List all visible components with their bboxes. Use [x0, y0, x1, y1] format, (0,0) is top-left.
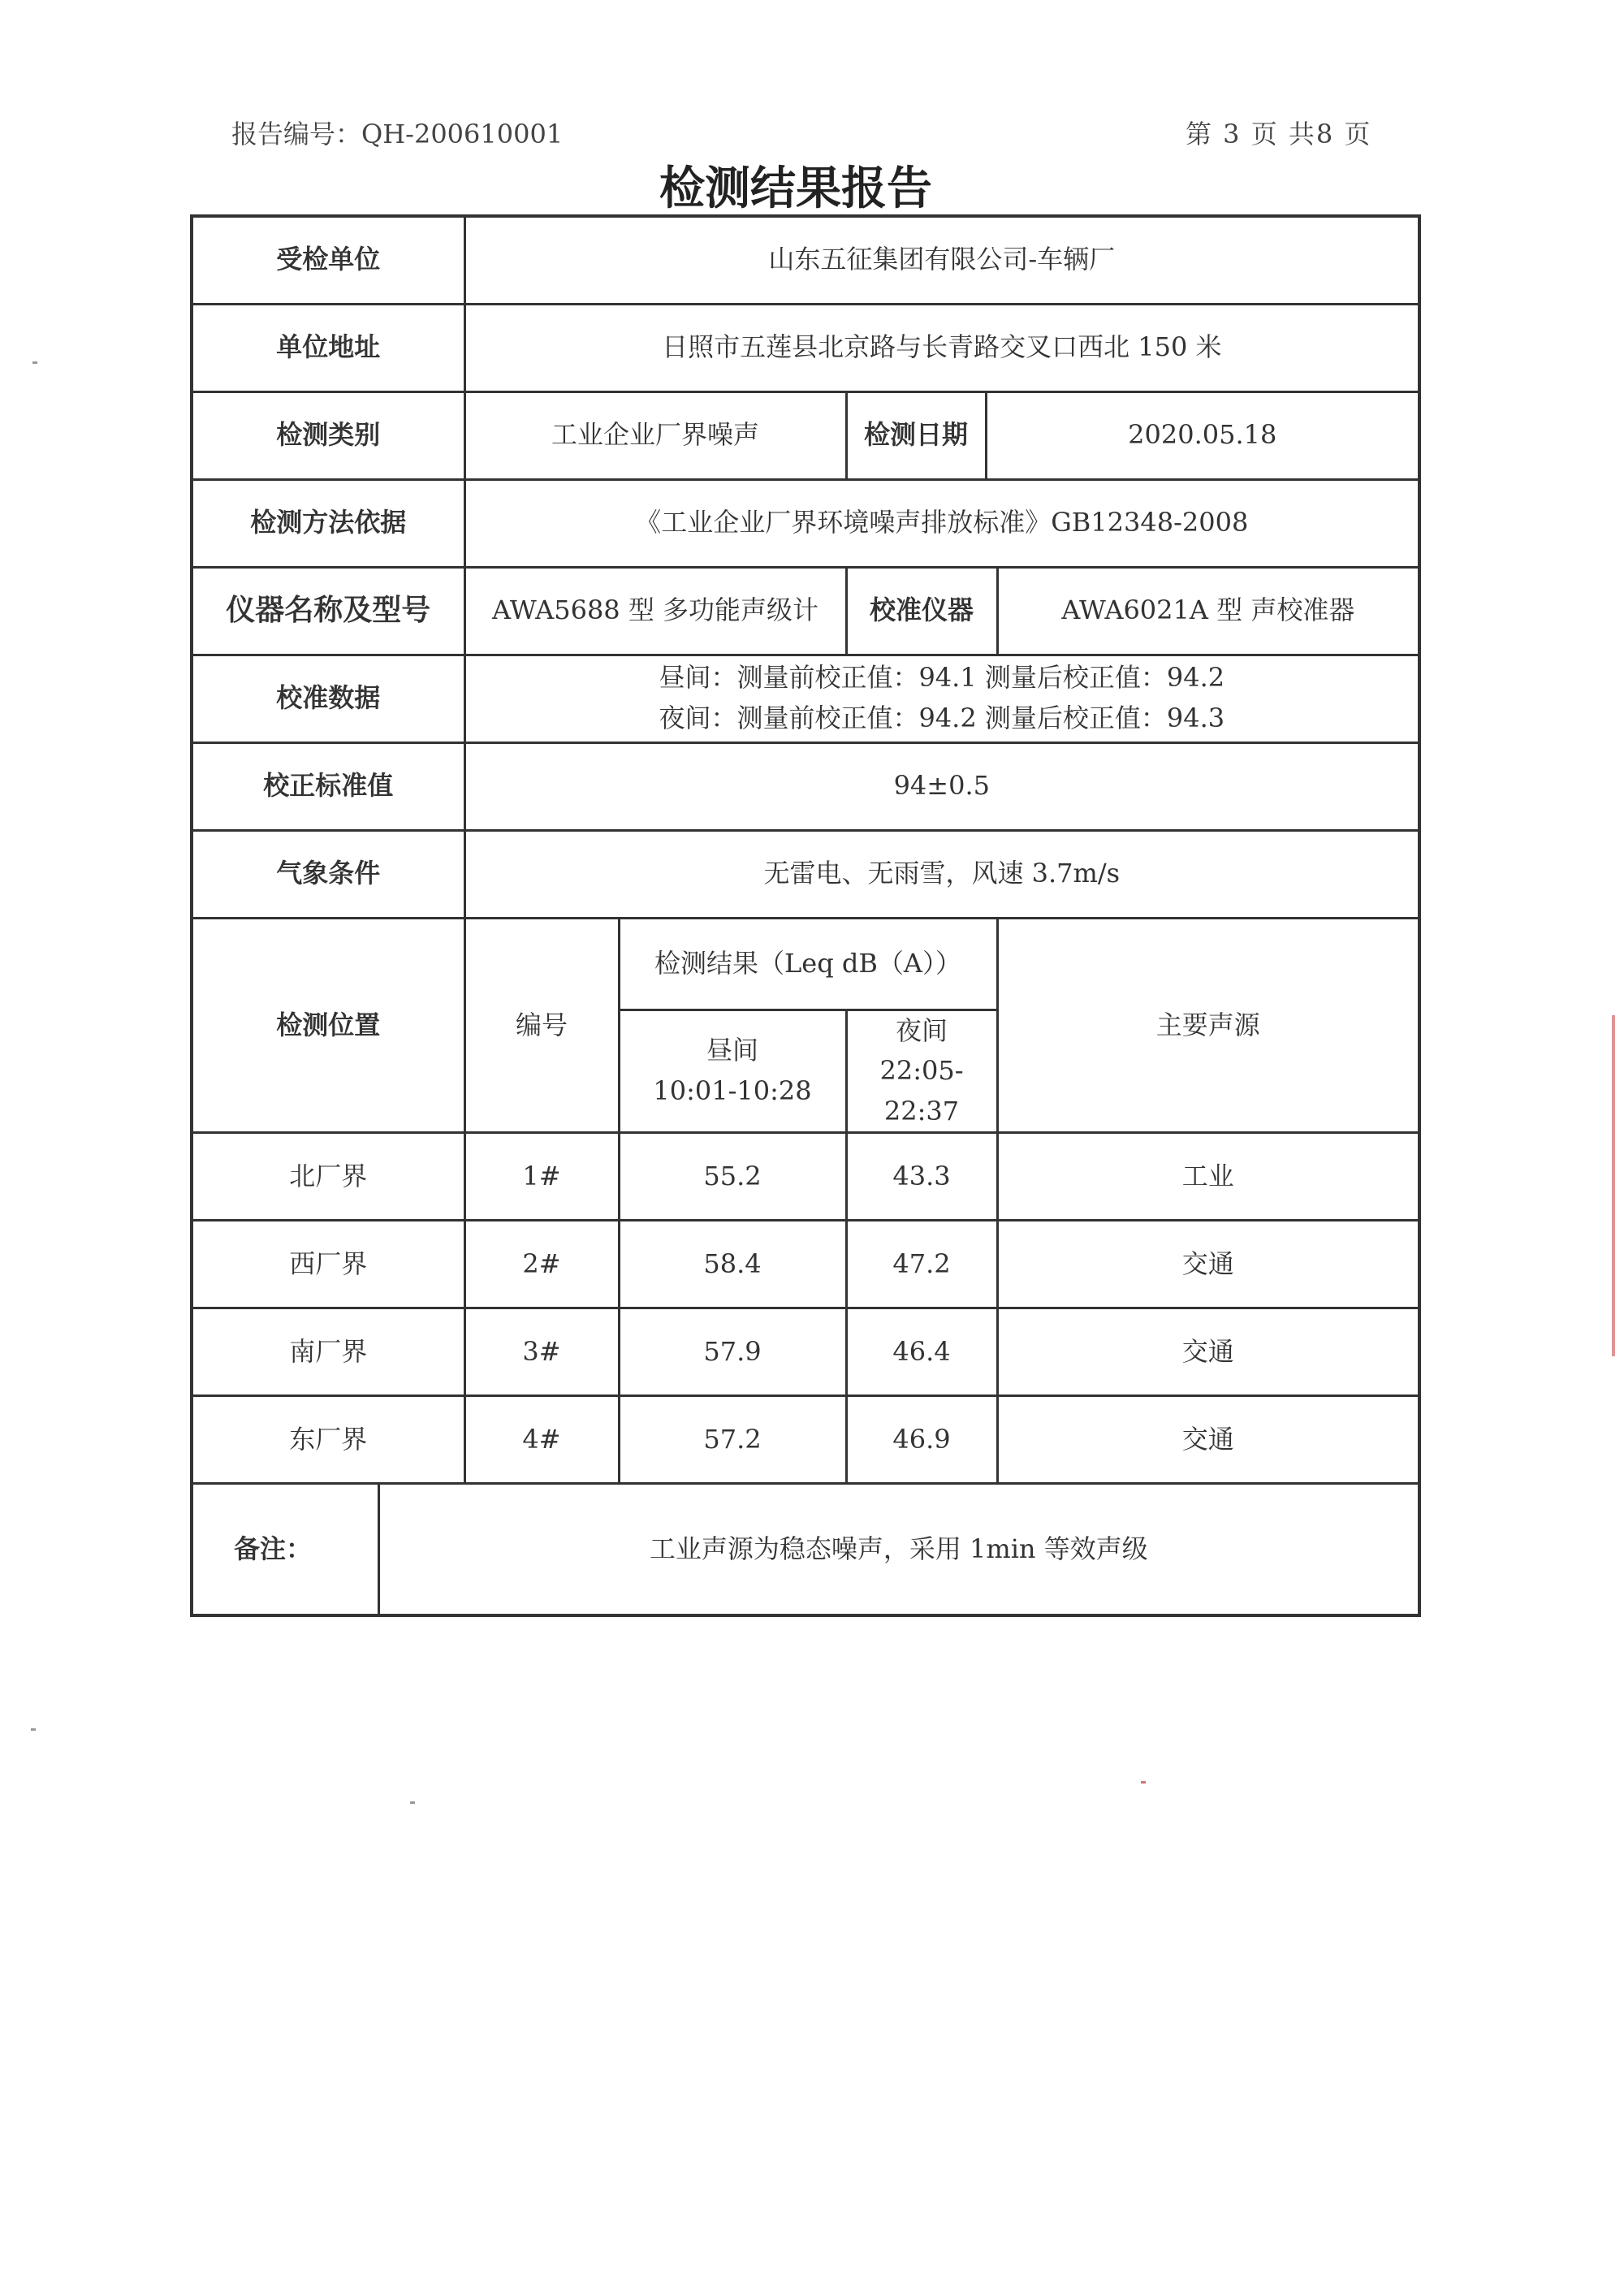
- value-weather: 无雷电、无雨雪，风速 3.7m/s: [464, 830, 1419, 918]
- label-category: 检测类别: [192, 391, 464, 479]
- table-row: [192, 1308, 1419, 1396]
- label-night: [846, 1010, 997, 1133]
- value-category: 工业企业厂界噪声: [464, 391, 846, 479]
- label-standard-value: 校正标准值: [192, 742, 464, 830]
- day-label: 昼间: [706, 1035, 759, 1066]
- table-row: [192, 1221, 1419, 1308]
- table-row: [192, 1396, 1419, 1484]
- cell-number: 4#: [464, 1396, 619, 1484]
- report-number: 报告编号：QH-200610001: [231, 119, 564, 149]
- scan-speck: [410, 1801, 415, 1804]
- cell-day: 55.2: [619, 1133, 846, 1221]
- cell-number: 1#: [464, 1133, 619, 1221]
- cell-night: 46.4: [846, 1308, 997, 1396]
- cell-day: 57.9: [619, 1308, 846, 1396]
- label-address: 单位地址: [192, 304, 464, 391]
- cell-day: 57.2: [619, 1396, 846, 1484]
- table-row: [192, 1133, 1419, 1221]
- cell-position: 东厂界: [192, 1396, 464, 1484]
- label-remarks: 备注：: [192, 1484, 378, 1615]
- cell-source: 交通: [997, 1221, 1419, 1308]
- row-result-header: [192, 918, 1419, 1010]
- calibration-day: 昼间：测量前校正值：94.1 测量后校正值：94.2: [659, 662, 1225, 694]
- red-stamp-edge: [1612, 1015, 1624, 1356]
- row-method: [192, 479, 1419, 567]
- value-standard-value: 94±0.5: [464, 742, 1419, 830]
- scan-speck: [31, 1728, 36, 1731]
- row-standard-value: [192, 742, 1419, 830]
- cell-night: 46.9: [846, 1396, 997, 1484]
- label-calibrator: 校准仪器: [846, 567, 997, 655]
- row-address: [192, 304, 1419, 391]
- cell-position: 南厂界: [192, 1308, 464, 1396]
- label-main-source: 主要声源: [997, 918, 1419, 1133]
- row-instrument: [192, 567, 1419, 655]
- cell-number: 2#: [464, 1221, 619, 1308]
- cell-day: 58.4: [619, 1221, 846, 1308]
- night-time: 22:05-22:37: [879, 1055, 964, 1126]
- cell-source: 交通: [997, 1308, 1419, 1396]
- report-title: 检测结果报告: [659, 162, 932, 215]
- label-weather: 气象条件: [192, 830, 464, 918]
- label-position: 检测位置: [192, 918, 464, 1133]
- night-label: 夜间: [896, 1014, 948, 1046]
- cell-number: 3#: [464, 1308, 619, 1396]
- cell-source: 工业: [997, 1133, 1419, 1221]
- cell-position: 北厂界: [192, 1133, 464, 1221]
- value-method: 《工业企业厂界环境噪声排放标准》GB12348-2008: [464, 479, 1419, 567]
- row-category: [192, 391, 1419, 479]
- value-calibrator: AWA6021A 型 声校准器: [997, 567, 1419, 655]
- label-instrument: 仪器名称及型号: [192, 567, 464, 655]
- cell-source: 交通: [997, 1396, 1419, 1484]
- calibration-night: 夜间：测量前校正值：94.2 测量后校正值：94.3: [659, 703, 1225, 733]
- row-calibration-data: [192, 655, 1419, 742]
- page-info: 第 3 页 共8 页: [1186, 119, 1372, 149]
- label-calibration-data: 校准数据: [192, 655, 464, 742]
- cell-position: 西厂界: [192, 1221, 464, 1308]
- value-address: 日照市五莲县北京路与长青路交叉口西北 150 米: [464, 304, 1419, 391]
- value-calibration-data: [464, 655, 1419, 742]
- scan-speck: [1141, 1781, 1146, 1784]
- report-table: [190, 214, 1421, 1617]
- value-date: 2020.05.18: [986, 391, 1419, 479]
- label-method: 检测方法依据: [192, 479, 464, 567]
- label-day: [619, 1010, 846, 1133]
- label-number: 编号: [464, 918, 619, 1133]
- cell-night: 43.3: [846, 1133, 997, 1221]
- scan-speck: [32, 361, 37, 364]
- cell-night: 47.2: [846, 1221, 997, 1308]
- row-remarks: [192, 1484, 1419, 1615]
- value-remarks: 工业声源为稳态噪声，采用 1min 等效声级: [378, 1484, 1419, 1615]
- label-date: 检测日期: [846, 391, 986, 479]
- row-unit: [192, 216, 1419, 304]
- value-unit: 山东五征集团有限公司-车辆厂: [464, 216, 1419, 304]
- value-instrument: AWA5688 型 多功能声级计: [464, 567, 846, 655]
- label-result: 检测结果（Leq dB（A））: [619, 918, 997, 1010]
- row-weather: [192, 830, 1419, 918]
- day-time: 10:01-10:28: [653, 1074, 812, 1106]
- label-unit: 受检单位: [192, 216, 464, 304]
